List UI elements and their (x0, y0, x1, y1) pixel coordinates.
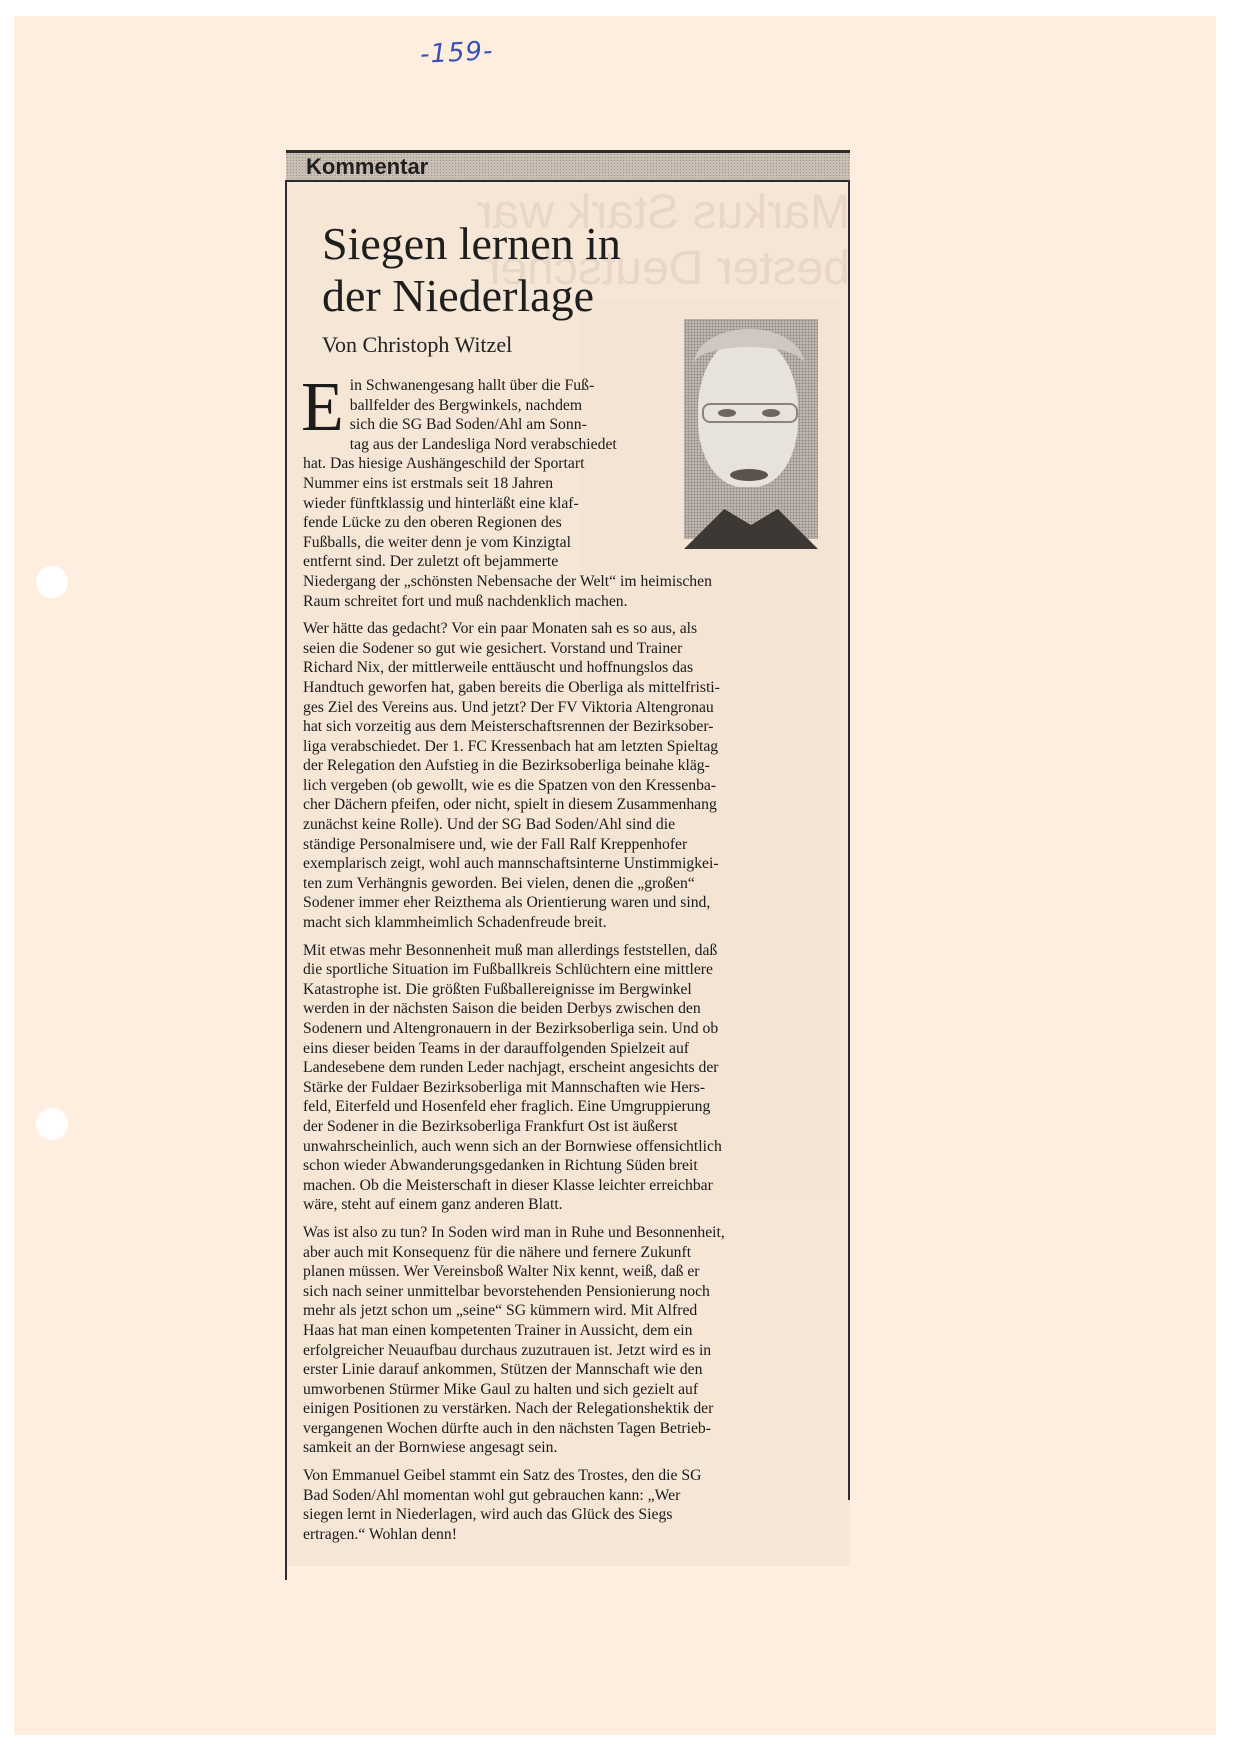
article-line: machen. Ob die Meisterschaft in dieser Klasse leichter erreichbar (303, 1176, 713, 1194)
article-line: umworbenen Stürmer Mike Gaul zu halten und sich gezielt auf (303, 1380, 699, 1398)
column-rule-left (285, 180, 287, 1580)
article-line: Was ist also zu tun? In Soden wird man in Ruhe und Besonnenheit, (303, 1223, 725, 1241)
article-line: eins dieser beiden Teams in der darauffolgenden Spielzeit auf (303, 1039, 690, 1057)
headline-line: Siegen lernen in (322, 218, 621, 269)
article-line: zunächst keine Rolle). Und der SG Bad Soden/Ahl sind die (303, 816, 676, 834)
article-body (301, 369, 833, 1552)
article-line: aber auch mit Konsequenz für die nähere und fernere Zukunft (303, 1243, 692, 1261)
article-line: cher Dächern pfeifen, oder nicht, spielt in diesem Zusammenhang (303, 796, 717, 814)
article-line: ballfelder des Bergwinkels, nachdem (349, 396, 583, 414)
article-line: wäre, steht auf einem ganz anderen Blatt. (303, 1196, 563, 1214)
kicker-label: Kommentar (306, 154, 429, 179)
article-line: unwahrscheinlich, auch wenn sich an der Bornwiese offensichtlich (303, 1137, 722, 1155)
byline: Von Christoph Witzel (322, 332, 513, 357)
article-line: hat. Das hiesige Aushängeschild der Sportart (303, 455, 585, 473)
article-line: seien die Sodener so gut wie gesichert. Vorstand und Trainer (303, 639, 683, 657)
article-paragraph (303, 941, 833, 1215)
article-line: lich vergeben (ob gewollt, wie es die Spatzen von den Kressenba- (303, 776, 717, 794)
article-line: Niedergang der „schönsten Nebensache der Welt“ im heimischen (303, 572, 712, 590)
article-line: fende Lücke zu den oberen Regionen des (303, 514, 562, 532)
article-line: wieder fünftklassig und hinterläßt eine klaf- (303, 494, 579, 512)
kicker-bar (286, 150, 850, 182)
article-line: tag aus der Landesliga Nord verabschiedet (349, 435, 617, 453)
article-line: Sodener immer eher Reizthema als Orientierung waren und sind, (303, 894, 711, 912)
article-line: Nummer eins ist erstmals seit 18 Jahren (303, 474, 554, 492)
article-line: Haas hat man einen kompetenten Trainer in Aussicht, dem ein (303, 1321, 693, 1339)
article-line: Stärke der Fuldaer Bezirksoberliga mit Mannschaften wie Hers- (303, 1078, 706, 1096)
article-line: entfernt sind. Der zuletzt oft bejammerte (303, 553, 559, 571)
article-line: liga verabschiedet. Der 1. FC Kressenbach hat am letzten Spieltag (303, 737, 719, 755)
punch-hole-bottom (36, 1108, 68, 1140)
article-line: erfolgreicher Neuaufbau durchaus zuzutrauen ist. Jetzt wird es in (303, 1341, 712, 1359)
article-line: der Sodener in die Bezirksoberliga Frankfurt Ost ist äußerst (303, 1117, 678, 1135)
article-line: ten zum Verhängnis geworden. Bei vielen, denen die „großen“ (303, 874, 695, 892)
article-line: Handtuch geworfen hat, gaben bereits die Oberliga als mittelfristi- (303, 678, 720, 696)
article-line: mehr als jetzt schon um „seine“ SG kümmern wird. Mit Alfred (303, 1302, 698, 1320)
article-line: Raum schreitet fort und muß nachdenklich machen. (303, 592, 628, 610)
article-headline (322, 218, 742, 322)
article-line: einigen Positionen zu verstärken. Nach der Relegationshektik der (303, 1400, 714, 1418)
article-line: siegen lernt in Niederlagen, wird auch das Glück des Siegs (303, 1506, 673, 1524)
article-line: Bad Soden/Ahl momentan wohl gut gebrauchen kann: „Wer (303, 1486, 681, 1504)
article-line: exemplarisch zeigt, wohl auch mannschaftsinterne Unstimmigkei- (303, 855, 719, 873)
article-line: Landesebene dem runden Leder nachjagt, erscheint angesichts der (303, 1059, 719, 1077)
article-paragraph (303, 1466, 833, 1544)
article-paragraph (301, 369, 833, 611)
article-line: Von Emmanuel Geibel stammt ein Satz des Trostes, den die SG (303, 1467, 702, 1485)
article-line: Katastrophe ist. Die größten Fußballereignisse im Bergwinkel (303, 980, 692, 998)
article-line: sich die SG Bad Soden/Ahl am Sonn- (349, 416, 587, 434)
article-line: vergangenen Wochen dürfte auch in den nächsten Tagen Betrieb- (303, 1419, 711, 1437)
article-paragraph (303, 1223, 833, 1458)
article-line: samkeit an der Bornwiese angesagt sein. (303, 1439, 558, 1457)
article-line: hat sich vorzeitig aus dem Meisterschaftsrennen der Bezirksober- (303, 718, 714, 736)
article-line: ertragen.“ Wohlan denn! (303, 1525, 457, 1543)
article-paragraph (303, 619, 833, 933)
article-line: ges Ziel des Vereins aus. Und jetzt? Der FV Viktoria Altengronau (303, 698, 714, 716)
handwritten-page-number: -159- (419, 36, 495, 70)
article-line: die sportliche Situation im Fußballkreis Schlüchtern eine mittlere (303, 961, 713, 979)
article-line: sich nach seiner unmittelbar bevorstehenden Pensionierung noch (303, 1282, 710, 1300)
article-line: Mit etwas mehr Besonnenheit muß man allerdings feststellen, daß (303, 941, 718, 959)
article-line: macht sich klammheimlich Schadenfreude breit. (303, 914, 607, 932)
punch-hole-top (36, 566, 68, 598)
article-line: feld, Eiterfeld und Hosenfeld eher fraglich. Eine Umgruppierung (303, 1098, 711, 1116)
article-line: werden in der nächsten Saison die beiden Derbys zwischen den (303, 1000, 701, 1018)
drop-cap: E (301, 369, 344, 446)
article-line: erster Linie darauf ankommen, Stützen der Mannschaft wie den (303, 1361, 703, 1379)
article-line: Fußballs, die weiter denn je vom Kinzigtal (303, 533, 571, 551)
article-line: der Relegation den Aufstieg in die Bezirksoberliga beinahe kläg- (303, 757, 710, 775)
article-line: Richard Nix, der mittlerweile enttäuscht und hoffnungslos das (303, 659, 694, 677)
headline-line: der Niederlage (322, 270, 595, 321)
article-line: Wer hätte das gedacht? Vor ein paar Monaten sah es so aus, als (303, 620, 698, 638)
article-line: ständige Personalmisere und, wie der Fall Ralf Kreppenhofer (303, 835, 688, 853)
article-line: schon wieder Abwanderungsgedanken in Richtung Süden breit (303, 1157, 698, 1175)
column-rule-right (848, 180, 850, 1500)
article-line: planen müssen. Wer Vereinsboß Walter Nix kennt, weiß, daß er (303, 1263, 700, 1281)
article-line: in Schwanengesang hallt über die Fuß- (349, 377, 595, 394)
article-line: Sodenern und Altengronauern in der Bezirksoberliga sein. Und ob (303, 1020, 719, 1037)
